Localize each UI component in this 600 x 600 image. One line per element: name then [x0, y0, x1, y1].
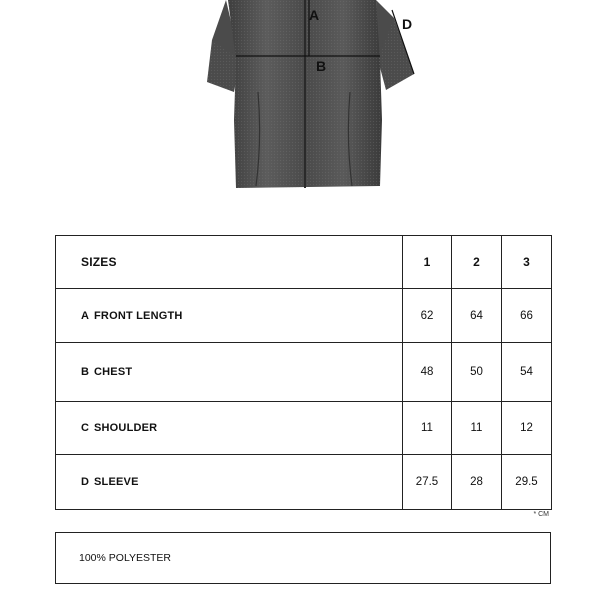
table-cell: 27.5 [403, 455, 452, 510]
row-name: SLEEVE [94, 476, 139, 488]
sizes-header: SIZES [56, 236, 403, 289]
size-chart-table [55, 235, 552, 510]
table-cell: 29.5 [502, 455, 552, 510]
table-cell: 66 [502, 289, 552, 343]
row-name: CHEST [94, 366, 133, 378]
measure-label-d: D [402, 16, 413, 32]
table-cell: 64 [452, 289, 502, 343]
row-code: A [81, 309, 90, 322]
table-row [56, 289, 552, 343]
table-cell: 62 [403, 289, 452, 343]
row-name: SHOULDER [94, 422, 158, 434]
size-header-2: 2 [452, 236, 502, 289]
row-label [56, 289, 403, 343]
row-name: FRONT LENGTH [94, 309, 183, 322]
table-row [56, 455, 552, 510]
unit-note: * CM [533, 511, 549, 518]
row-label [56, 402, 403, 455]
row-label [56, 455, 403, 510]
table-header-row [56, 236, 552, 289]
row-label [56, 343, 403, 402]
shirt-icon [0, 0, 600, 200]
table-cell: 11 [403, 402, 452, 455]
table-cell: 12 [502, 402, 552, 455]
measure-label-b: B [316, 58, 327, 74]
measure-label-a: A [309, 7, 320, 23]
table-row [56, 343, 552, 402]
table-cell: 50 [452, 343, 502, 402]
table-cell: 54 [502, 343, 552, 402]
size-header-1: 1 [403, 236, 452, 289]
shirt-illustration [0, 0, 600, 200]
size-header-3: 3 [502, 236, 552, 289]
table-cell: 28 [452, 455, 502, 510]
table-row [56, 402, 552, 455]
table-cell: 48 [403, 343, 452, 402]
material-label: 100% POLYESTER [79, 552, 172, 564]
row-code: B [81, 366, 90, 378]
table-cell: 11 [452, 402, 502, 455]
row-code: C [81, 422, 90, 434]
row-code: D [81, 476, 90, 488]
material-box [55, 532, 551, 584]
